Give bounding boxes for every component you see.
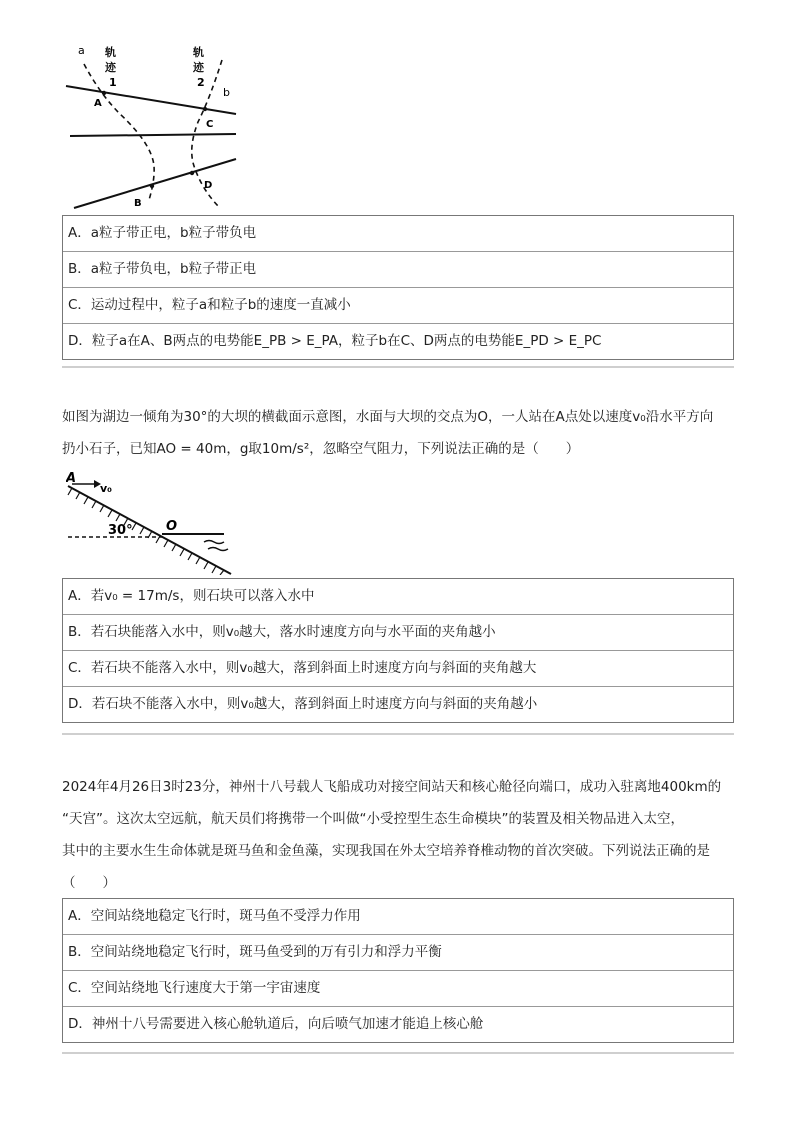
q1-option-d[interactable]: D．粒子a在A、B两点的电势能E_PB > E_PA，粒子b在C、D两点的电势能E_PD > E_PC: [68, 333, 602, 349]
separator-1: [62, 366, 734, 368]
q3-stem-line-2: “天宫”。这次太空远航，航天员们将携带一个叫做“小受控型生态生命模块”的装置及相关物品进入太空，: [62, 811, 684, 827]
point-c-label: C: [206, 119, 214, 130]
trajectory-a: [84, 64, 154, 200]
velocity-label: v₀: [100, 482, 112, 495]
track1-char-2: 迹: [105, 61, 116, 74]
q1-option-b[interactable]: B．a粒子带负电，b粒子带正电: [63, 252, 733, 288]
q3-stem-line-3: 其中的主要水生生命体就是斑马鱼和金鱼藻，实现我国在外太空培养脊椎动物的首次突破。下列说法正确的是: [62, 843, 710, 859]
q2-option-c[interactable]: C．若石块不能落入水中，则v₀越大，落到斜面上时速度方向与斜面的夹角越大: [63, 651, 733, 687]
q2-option-b[interactable]: B．若石块能落入水中，则v₀越大，落水时速度方向与水平面的夹角越小: [63, 615, 733, 651]
dam-slope: [68, 486, 231, 574]
q3-options-table: [62, 898, 734, 1043]
q2-options-table: [62, 578, 734, 723]
dam-hatching: [68, 488, 224, 575]
track2-char-1: 轨: [193, 46, 204, 59]
q3-stem-line-4: （ ）: [62, 875, 116, 891]
q2-option-a[interactable]: A．若v₀ = 17m/s，则石块可以落入水中: [63, 579, 733, 615]
q3-option-b[interactable]: B．空间站绕地稳定飞行时，斑马鱼受到的万有引力和浮力平衡: [63, 935, 733, 971]
point-a-marker: [102, 91, 106, 95]
q2-option-d[interactable]: D．若石块不能落入水中，则v₀越大，落到斜面上时速度方向与斜面的夹角越小: [68, 696, 538, 712]
point-a-label: A: [66, 471, 77, 486]
separator-3: [62, 1052, 734, 1054]
q3-option-d[interactable]: D．神州十八号需要进入核心舱轨道后，向后喷气加速才能追上核心舱: [68, 1016, 484, 1032]
q1-option-c[interactable]: C．运动过程中，粒子a和粒子b的速度一直减小: [63, 288, 733, 324]
q1-figure-electric-field: [60, 38, 250, 213]
separator-2: [62, 733, 734, 735]
q2-figure-dam: [66, 470, 246, 575]
point-b-label: B: [134, 198, 142, 209]
q3-stem-line-1: 2024年4月26日3时23分，神州十八号载人飞船成功对接空间站天和核心舱径向端口，成功入驻离地400km的: [62, 779, 722, 795]
point-d-label: D: [204, 180, 213, 191]
water-wave-1: [204, 541, 224, 544]
point-o-label: O: [166, 519, 178, 534]
water-wave-2: [208, 548, 228, 551]
track1-char-3: 1: [109, 76, 117, 89]
q3-option-a[interactable]: A．空间站绕地稳定飞行时，斑马鱼不受浮力作用: [63, 899, 733, 935]
equipotential-line-top: [66, 86, 236, 114]
q2-stem-line-2: 扔小石子，已知AO = 40m，g取10m/s²，忽略空气阻力，下列说法正确的是（ ）: [62, 441, 580, 457]
label-a: a: [78, 44, 85, 57]
track1-char-1: 轨: [105, 46, 116, 59]
q2-stem-line-1: 如图为湖边一倾角为30°的大坝的横截面示意图，水面与大坝的交点为O，一人站在A点处以速度v₀沿水平方向: [62, 409, 714, 425]
point-b-marker: [150, 184, 154, 188]
equipotential-line-middle: [70, 134, 236, 136]
q3-option-c[interactable]: C．空间站绕地飞行速度大于第一宇宙速度: [63, 971, 733, 1007]
angle-label: 30°: [108, 523, 133, 538]
point-d-marker: [190, 171, 194, 175]
track2-char-2: 迹: [193, 61, 204, 74]
q1-options-table: [62, 215, 734, 360]
point-c-marker: [203, 107, 207, 111]
label-b: b: [223, 86, 230, 99]
point-a-label: A: [94, 98, 102, 109]
q1-option-a[interactable]: A．a粒子带正电，b粒子带负电: [63, 216, 733, 252]
track2-char-3: 2: [197, 76, 205, 89]
